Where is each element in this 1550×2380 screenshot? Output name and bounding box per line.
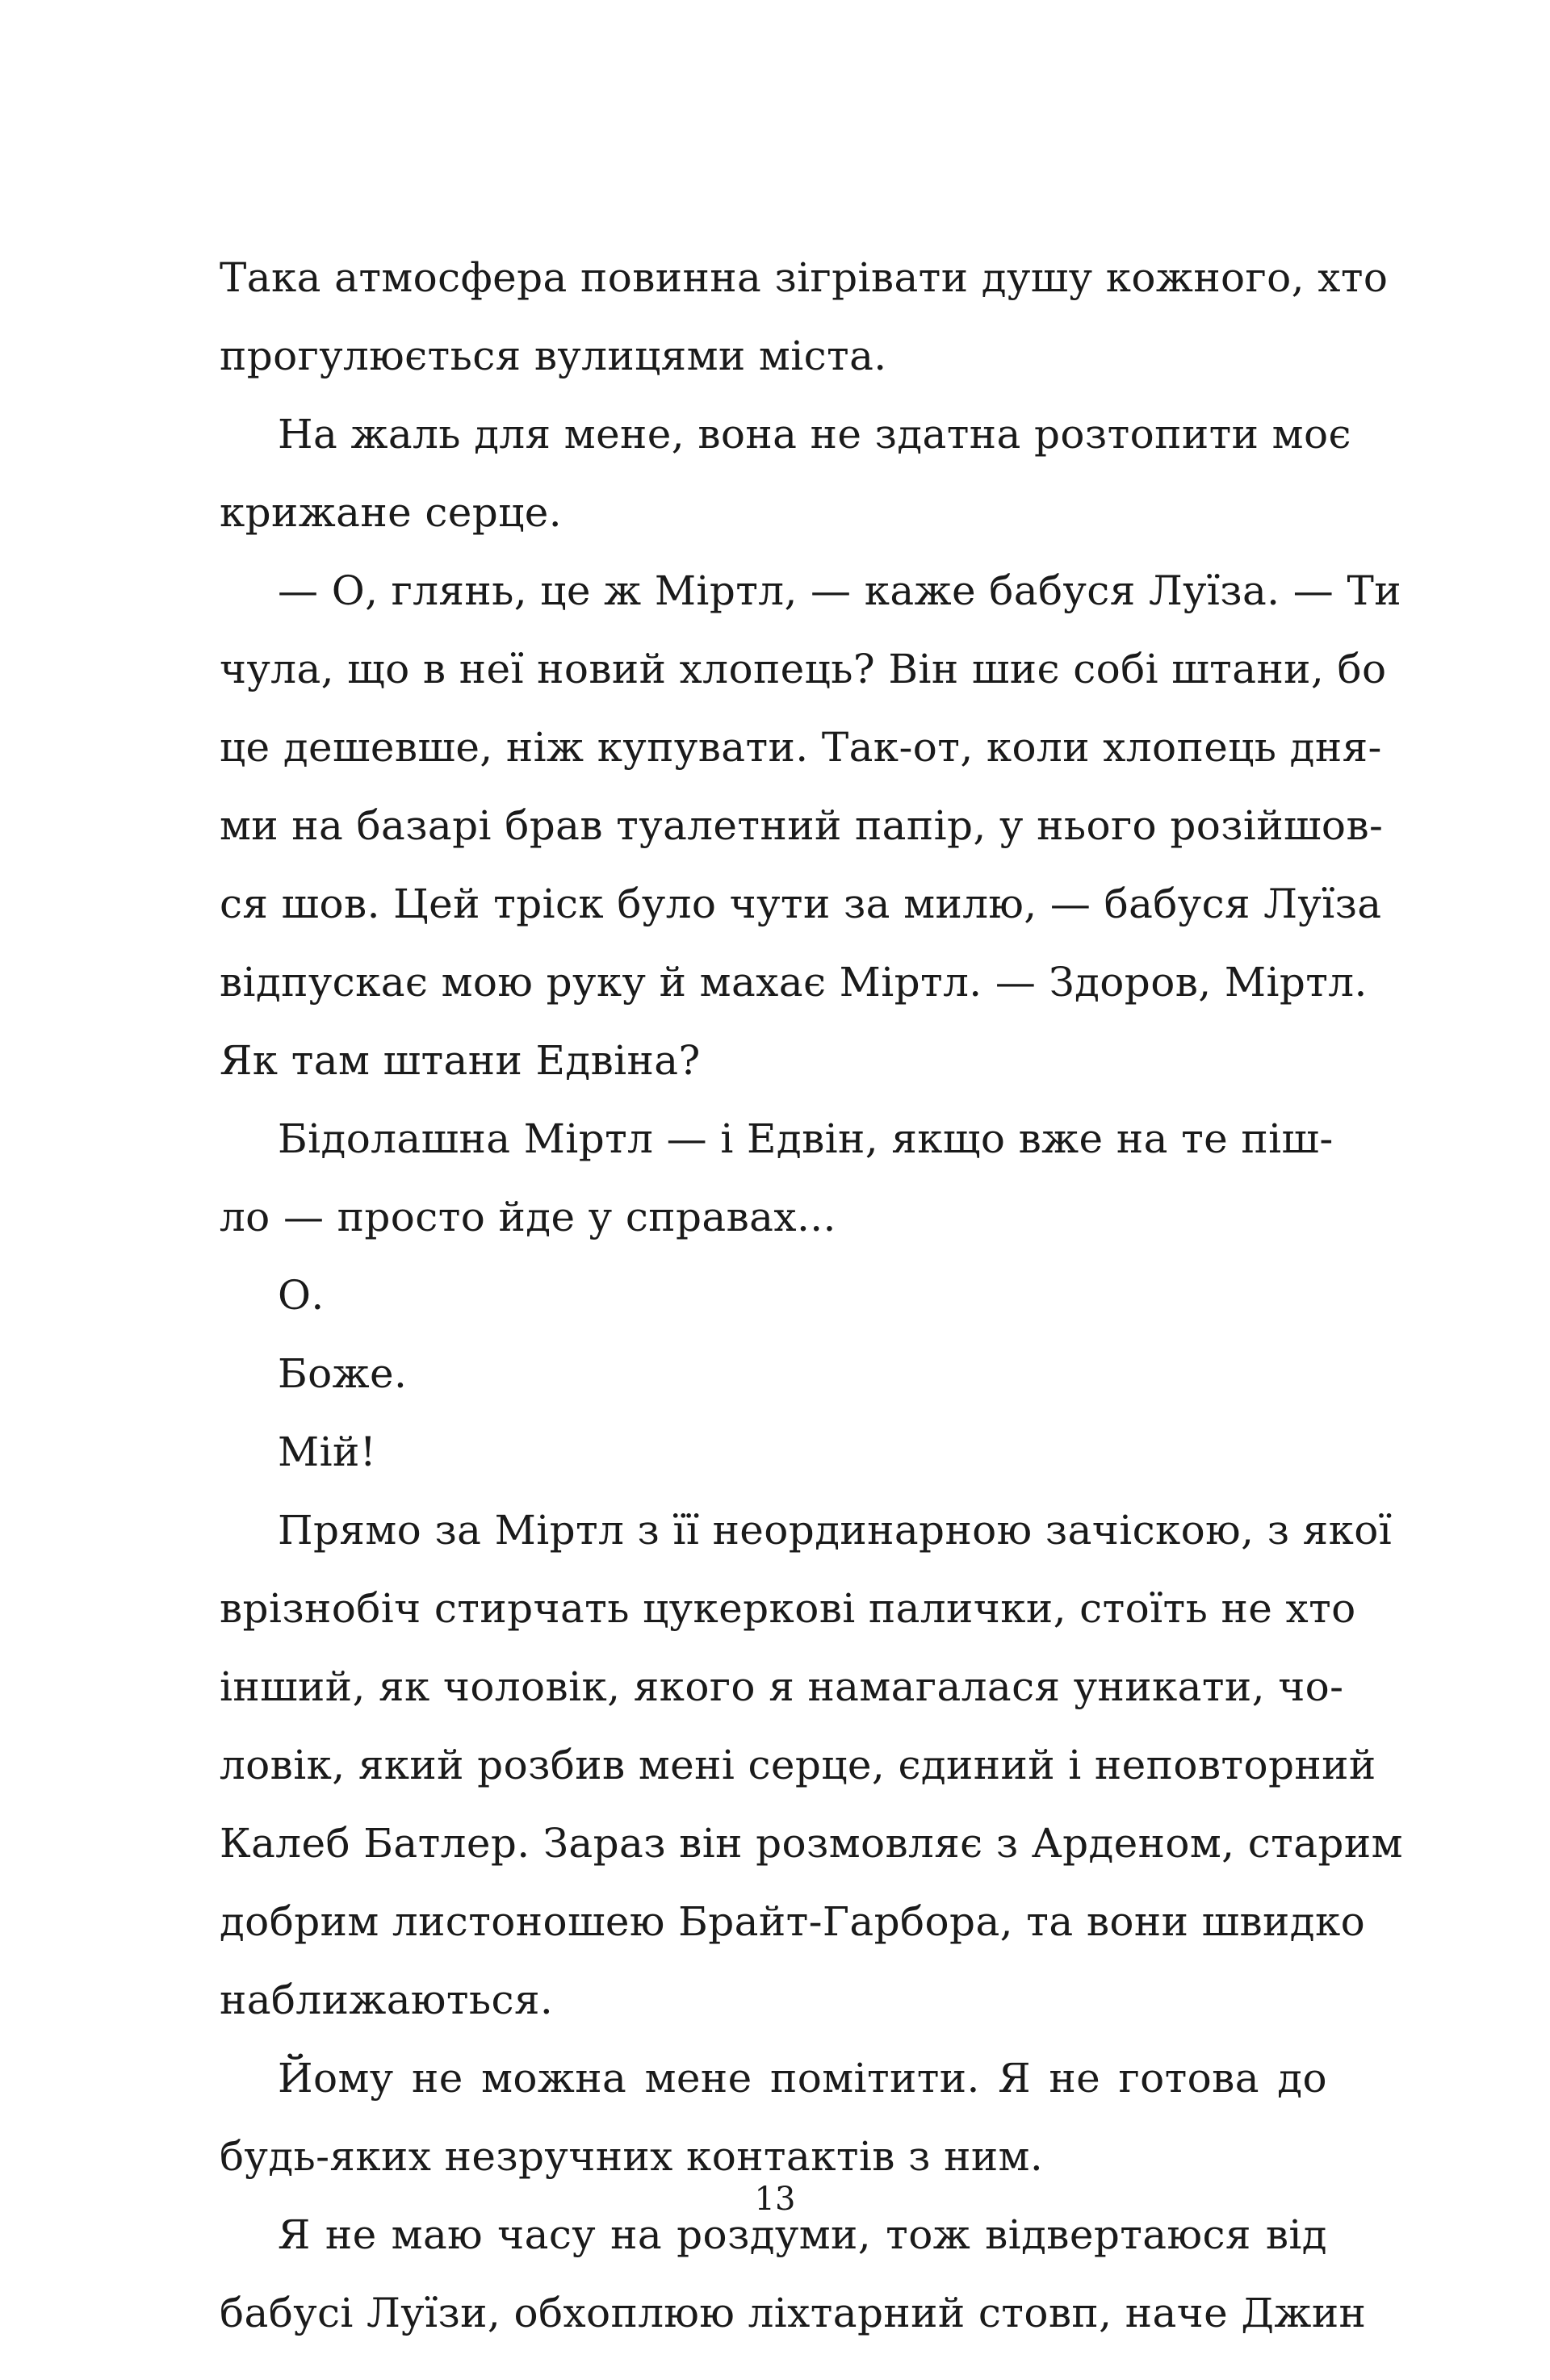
- text-line-9: ся шов. Цей тріск було чути за милю, — бабуся Луїза: [220, 880, 1382, 927]
- text-line-7: це дешевше, ніж купувати. Так-от, коли хлопець дня-: [220, 724, 1382, 771]
- text-line-5: — О, глянь, це ж Міртл, — каже бабуся Луїза. — Ти: [278, 567, 1401, 614]
- text-line-15: Боже.: [278, 1350, 408, 1397]
- text-line-18: врізнобіч стирчать цукеркові палички, стоїть не хто: [220, 1585, 1356, 1632]
- text-line-8: ми на базарі брав туалетний папір, у нього розійшов-: [220, 802, 1384, 849]
- text-line-25: будь-яких незручних контактів з ним.: [220, 2133, 1044, 2180]
- text-line-21: Калеб Батлер. Зараз він розмовляє з Арденом, старим: [220, 1820, 1403, 1867]
- text-line-6: чула, що в неї новий хлопець? Він шиє собі штани, бо: [220, 646, 1387, 692]
- text-line-12: Бідолашна Міртл — і Едвін, якщо вже на те піш-: [278, 1115, 1334, 1162]
- text-line-17: Прямо за Міртл з її неординарною зачіскою, з якої: [278, 1507, 1393, 1554]
- text-line-27: бабусі Луїзи, обхоплюю ліхтарний стовп, наче Джин: [220, 2290, 1367, 2336]
- text-line-10: відпускає мою руку й махає Міртл. — Здоров, Міртл.: [220, 959, 1368, 1006]
- text-line-23: наближаються.: [220, 1976, 554, 2023]
- text-line-22: добрим листоношею Брайт-Гарбора, та вони швидко: [220, 1898, 1366, 1945]
- page-number: 13: [754, 2181, 796, 2218]
- text-line-24: Йому не можна мене помітити. Я не готова до: [278, 2055, 1327, 2102]
- text-line-16: Мій!: [278, 1428, 377, 1475]
- text-line-11: Як там штани Едвіна?: [220, 1037, 701, 1084]
- text-line-3: На жаль для мене, вона не здатна розтопити моє: [278, 411, 1351, 458]
- text-line-13: ло — просто йде у справах...: [220, 1194, 836, 1240]
- text-line-14: О.: [278, 1272, 325, 1319]
- text-line-1: Така атмосфера повинна зігрівати душу кожного, хто: [220, 254, 1389, 301]
- text-line-20: ловік, який розбив мені серце, єдиний і неповторний: [220, 1742, 1376, 1788]
- text-line-4: крижане серце.: [220, 489, 563, 536]
- text-line-26: Я не маю часу на роздуми, тож відвертаюся від: [278, 2211, 1327, 2258]
- text-line-2: прогулюється вулицями міста.: [220, 333, 887, 379]
- text-line-19: інший, як чоловік, якого я намагалася уникати, чо-: [220, 1663, 1344, 1710]
- body-text: [220, 239, 1403, 2353]
